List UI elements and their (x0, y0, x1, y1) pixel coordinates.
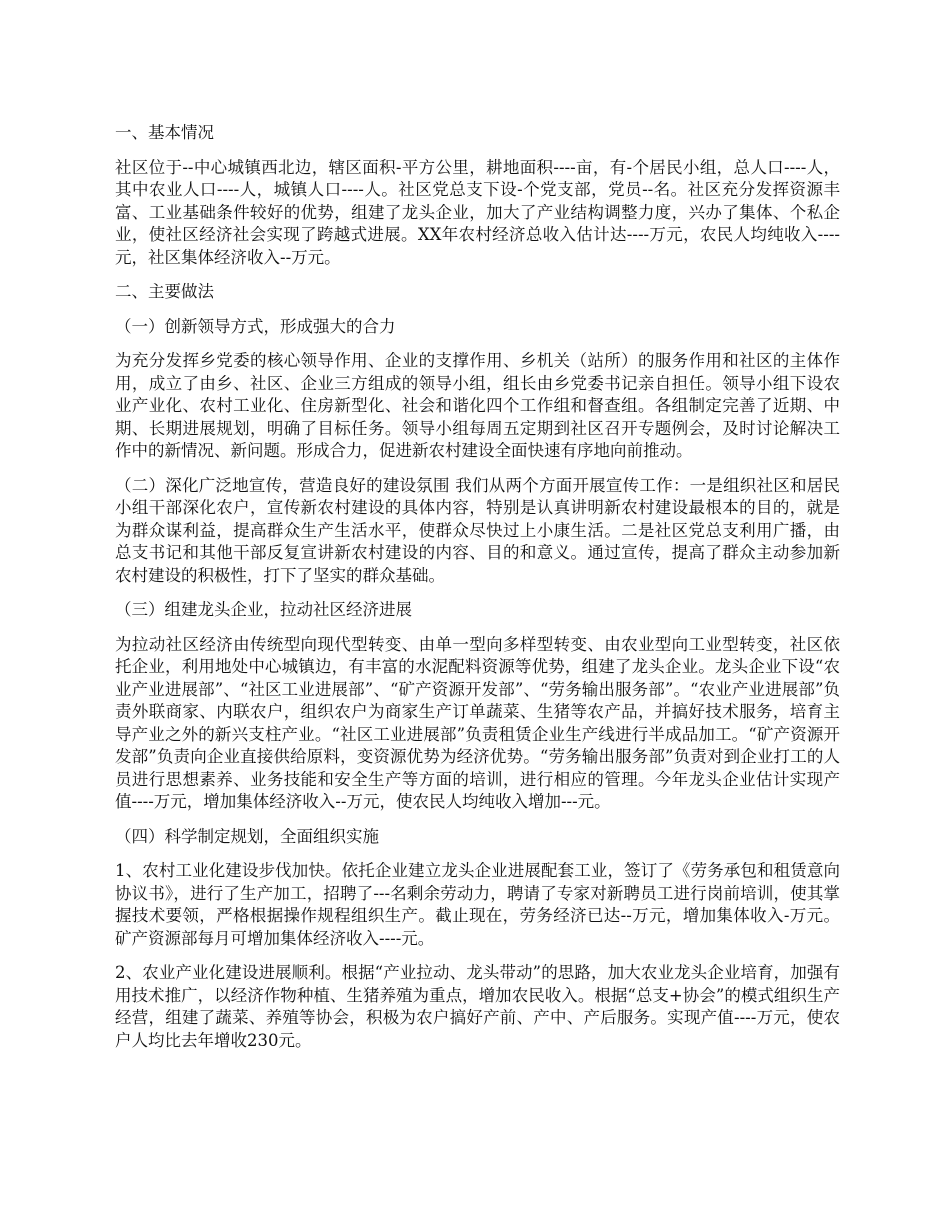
paragraph-community-overview: 社区位于--中心城镇西北边，辖区面积-平方公里，耕地面积----亩，有-个居民小组，总人口----人，其中农业人口----人，城镇人口----人。社区党总支下设-个党支部，党员--名。社区充分发挥资源丰富、工业基础条件较好的优势，组建了龙头企业，加大了产业结构调整力度，兴办了集体、个私企业，使社区经济社会实现了跨越式进展。XX年农村经济总收入估计达----万元，农民人均纯收入----元，社区集体经济收入--万元。 (115, 157, 840, 267)
section-heading-basic-situation: 一、基本情况 (115, 123, 214, 142)
subheading-planning: （四）科学制定规划，全面组织实施 (115, 826, 379, 846)
paragraph-leadership: 为充分发挥乡党委的核心领导作用、企业的支撑作用、乡机关（站所）的服务作用和社区的主体作用，成立了由乡、社区、企业三方组成的领导小组，组长由乡党委书记亲自担任。领导小组下设农业产业化、农村工业化、住房新型化、社会和谐化四个工作组和督查组。各组制定完善了近期、中期、长期进展规划，明确了目标任务。领导小组每周五定期到社区召开专题例会，及时讨论解决工作中的新情况、新问题。形成合力，促进新农村建设全面快速有序地向前推动。 (115, 351, 840, 460)
paragraph-agricultural-industrialization: 2、农业产业化建设进展顺利。根据“产业拉动、龙头带动”的思路，加大农业龙头企业培育，加强有用技术推广，以经济作物种植、生猪养殖为重点，增加农民收入。根据“总支+协会”的模式组织生产经营，组建了蔬菜、养殖等协会，积极为农户搞好产前、产中、产后服务。实现产值----万元，使农户人均比去年增收230元。 (115, 963, 840, 1050)
document-page (115, 122, 840, 1064)
subheading-leadership: （一）创新领导方式，形成强大的合力 (115, 316, 396, 336)
paragraph-publicity: （二）深化广泛地宣传，营造良好的建设氛围 我们从两个方面开展宣传工作：一是组织社区和居民小组干部深化农户，宣传新农村建设的具体内容，特别是认真讲明新农村建设最根本的目的，就是为群众谋利益，提高群众生产生活水平，使群众尽快过上小康生活。二是社区党总支利用广播，由总支书记和其他干部反复宣讲新农村建设的内容、目的和意义。通过宣传，提高了群众主动参加新农村建设的积极性，打下了坚实的群众基础。 (115, 475, 840, 585)
paragraph-leading-enterprise: 为拉动社区经济由传统型向现代型转变、由单一型向多样型转变、由农业型向工业型转变，社区依托企业，利用地处中心城镇边，有丰富的水泥配料资源等优势，组建了龙头企业。龙头企业下设“农业产业进展部”、“社区工业进展部”、“矿产资源开发部”、“劳务输出服务部”。“农业产业进展部”负责外联商家、内联农户，组织农户为商家生产订单蔬菜、生猪等农产品，并搞好技术服务，培育主导产业之外的新兴支柱产业。“社区工业进展部”负责租赁企业生产线进行半成品加工。“矿产资源开发部”负责向企业直接供给原料，变资源优势为经济优势。“劳务输出服务部”负责对到企业打工的人员进行思想素养、业务技能和安全生产等方面的培训，进行相应的管理。今年龙头企业估计实现产值----万元，增加集体经济收入--万元，使农民人均纯收入增加---元。 (115, 634, 840, 811)
paragraph-industrialization: 1、农村工业化建设步伐加快。依托企业建立龙头企业进展配套工业，签订了《劳务承包和租赁意向协议书》，进行了生产加工，招聘了---名剩余劳动力，聘请了专家对新聘员工进行岗前培训，使其掌握技术要领，严格根据操作规程组织生产。截止现在，劳务经济已达--万元，增加集体收入-万元。矿产资源部每月可增加集体经济收入----元。 (115, 861, 840, 948)
subheading-leading-enterprise: （三）组建龙头企业，拉动社区经济进展 (115, 600, 412, 619)
section-heading-main-practices: 二、主要做法 (115, 282, 214, 301)
